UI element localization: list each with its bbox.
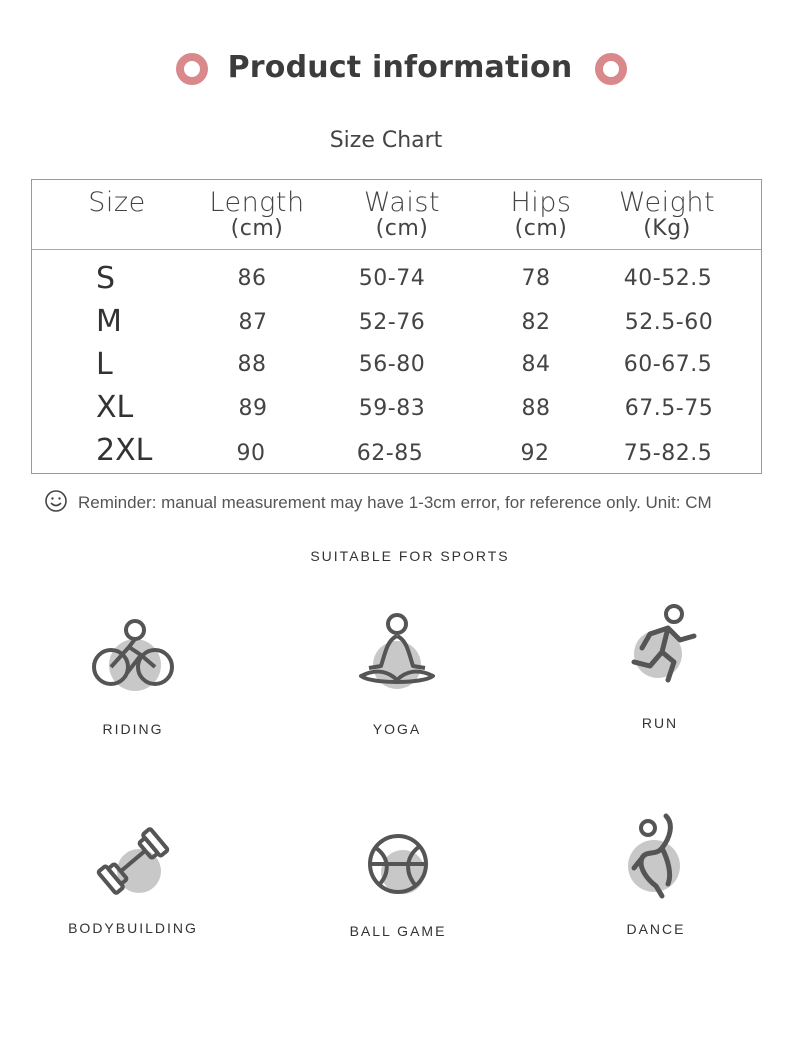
reminder-text: Reminder: manual measurement may have 1-3cm error, for reference only. Unit: CM <box>78 492 712 512</box>
table-cell-hips: 82 <box>521 310 551 335</box>
sport-item-riding <box>43 615 223 737</box>
table-cell-length: 90 <box>236 441 266 466</box>
table-cell-length: 87 <box>238 310 268 335</box>
dumbbell-icon <box>83 825 183 900</box>
sport-label: RIDING <box>102 721 164 737</box>
sport-item-run <box>570 600 750 731</box>
table-cell-waist: 62-85 <box>356 441 424 466</box>
yoga-icon <box>347 610 447 705</box>
table-cell-waist: 52-76 <box>358 310 426 335</box>
sport-item-dance <box>566 810 746 937</box>
header <box>0 44 800 96</box>
sport-label: YOGA <box>372 721 422 737</box>
column-header-size: Size <box>88 187 146 218</box>
table-divider <box>32 249 761 250</box>
dancer-icon <box>606 810 706 905</box>
sport-item-yoga <box>307 610 487 737</box>
table-cell-length: 86 <box>237 266 267 291</box>
sport-item-bodybuilding <box>43 825 223 936</box>
size-chart-table <box>31 179 762 474</box>
table-cell-weight: 52.5-60 <box>624 310 714 335</box>
table-cell-hips: 78 <box>521 266 551 291</box>
sport-label: BODYBUILDING <box>68 920 198 936</box>
smiley-icon <box>44 489 68 518</box>
decor-ring-icon <box>595 53 627 85</box>
column-header-weight: Weight (Kg) <box>618 187 716 241</box>
table-cell-length: 89 <box>238 396 268 421</box>
table-cell-hips: 92 <box>520 441 550 466</box>
table-cell-hips: 84 <box>521 352 551 377</box>
table-cell-weight: 75-82.5 <box>623 441 713 466</box>
table-cell-weight: 67.5-75 <box>624 396 714 421</box>
size-chart-title: Size Chart <box>329 128 443 153</box>
table-cell-hips: 88 <box>521 396 551 421</box>
table-cell-waist: 56-80 <box>358 352 426 377</box>
reminder-note <box>44 489 784 518</box>
table-cell-size: XL <box>96 390 134 425</box>
sport-label: RUN <box>641 715 679 731</box>
bicycle-icon <box>83 615 183 705</box>
runner-icon <box>610 600 710 695</box>
column-header-length: Length (cm) <box>209 187 305 241</box>
ball-icon <box>348 828 448 903</box>
table-cell-waist: 59-83 <box>358 396 426 421</box>
table-cell-weight: 60-67.5 <box>623 352 713 377</box>
page-title: Product information <box>227 50 573 85</box>
table-cell-size: 2XL <box>96 433 153 468</box>
column-header-hips: Hips (cm) <box>510 187 572 241</box>
sport-label: DANCE <box>626 921 686 937</box>
sports-section-title: SUITABLE FOR SPORTS <box>310 548 510 564</box>
table-cell-weight: 40-52.5 <box>623 266 713 291</box>
sport-item-ball-game <box>308 828 488 939</box>
table-cell-waist: 50-74 <box>358 266 426 291</box>
sport-label: BALL GAME <box>349 923 447 939</box>
table-cell-length: 88 <box>237 352 267 377</box>
column-header-waist: Waist (cm) <box>363 187 441 241</box>
table-cell-size: M <box>96 304 122 339</box>
table-cell-size: L <box>96 347 113 382</box>
table-cell-size: S <box>96 261 116 296</box>
